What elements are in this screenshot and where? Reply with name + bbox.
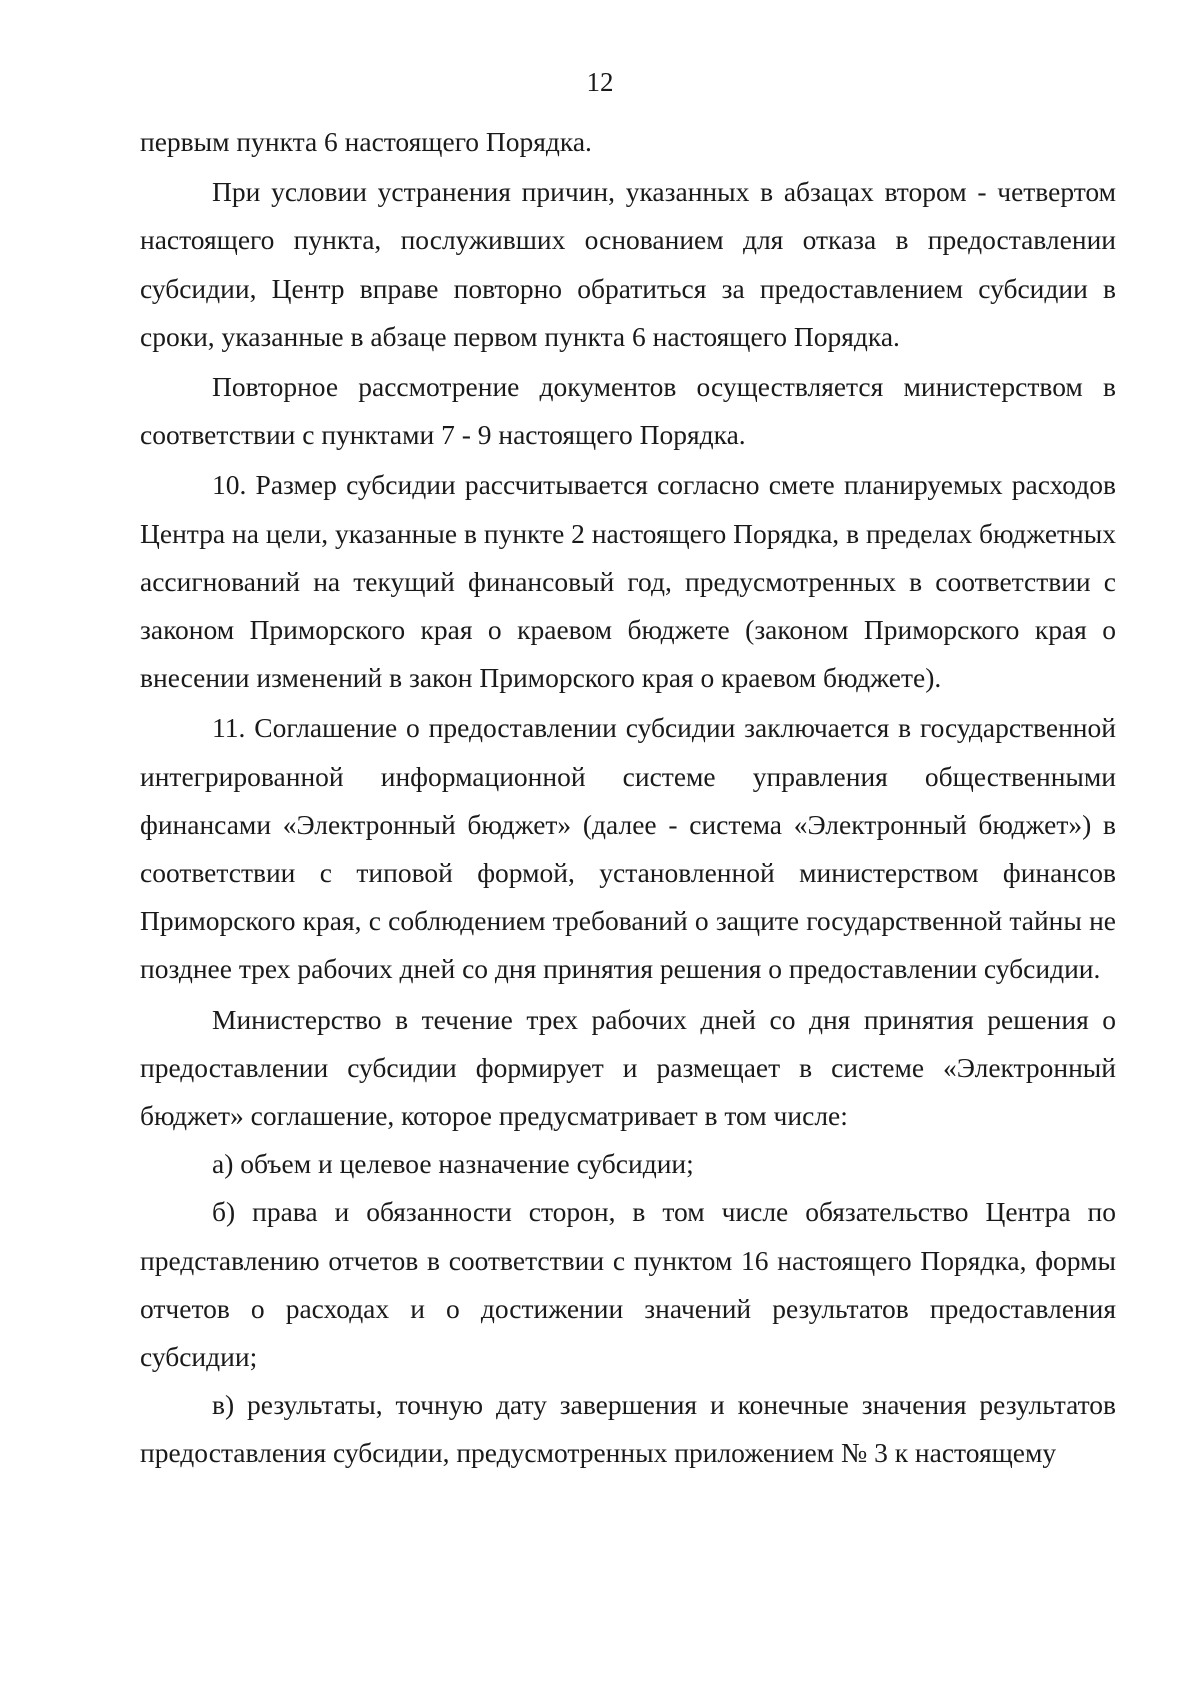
paragraph-review: Повторное рассмотрение документов осуществляется министерством в соответствии с пунктами 7 - 9 настоящего Порядка. xyxy=(140,371,1116,451)
paragraph-continuation: первым пункта 6 настоящего Порядка. xyxy=(140,126,592,157)
document-body xyxy=(140,118,1116,1478)
paragraph-subitem-v: в) результаты, точную дату завершения и конечные значения результатов предоставления субсидии, предусмотренных приложением № 3 к настоящему xyxy=(140,1389,1116,1469)
paragraph-resubmission: При условии устранения причин, указанных в абзацах втором - четвертом настоящего пункта, послуживших основанием для отказа в предоставлении субсидии, Центр вправе повторно обратиться за предоставлением субсидии в сроки, указанные в абзаце первом пункта 6 настоящего Порядка. xyxy=(140,176,1116,352)
paragraph-item-11: 11. Соглашение о предоставлении субсидии заключается в государственной интегрированной информационной системе управления общественными финансами «Электронный бюджет» (далее - система «Электронный бюджет») в соответствии с типовой формой, установленной министерством финансов Приморского края, с соблюдением требований о защите государственной тайны не позднее трех рабочих дней со дня принятия решения о предоставлении субсидии. xyxy=(140,712,1116,985)
paragraph-item-10: 10. Размер субсидии рассчитывается согласно смете планируемых расходов Центра на цели, указанные в пункте 2 настоящего Порядка, в пределах бюджетных ассигнований на текущий финансовый год, предусмотренных в соответствии с законом Приморского края о краевом бюджете (законом Приморского края о внесении изменений в закон Приморского края о краевом бюджете). xyxy=(140,469,1116,694)
paragraph-subitem-a: а) объем и целевое назначение субсидии; xyxy=(212,1148,694,1180)
paragraph-ministry: Министерство в течение трех рабочих дней со дня принятия решения о предоставлении субсидии формирует и размещает в системе «Электронный бюджет» соглашение, которое предусматривает в том числе: xyxy=(140,1003,1116,1132)
page-number: 12 xyxy=(586,67,614,97)
paragraph-subitem-b: б) права и обязанности сторон, в том числе обязательство Центра по представлению отчетов в соответствии с пунктом 16 настоящего Порядка, формы отчетов о расходах и о достижении значений результатов предоставления субсидии; xyxy=(140,1196,1116,1373)
